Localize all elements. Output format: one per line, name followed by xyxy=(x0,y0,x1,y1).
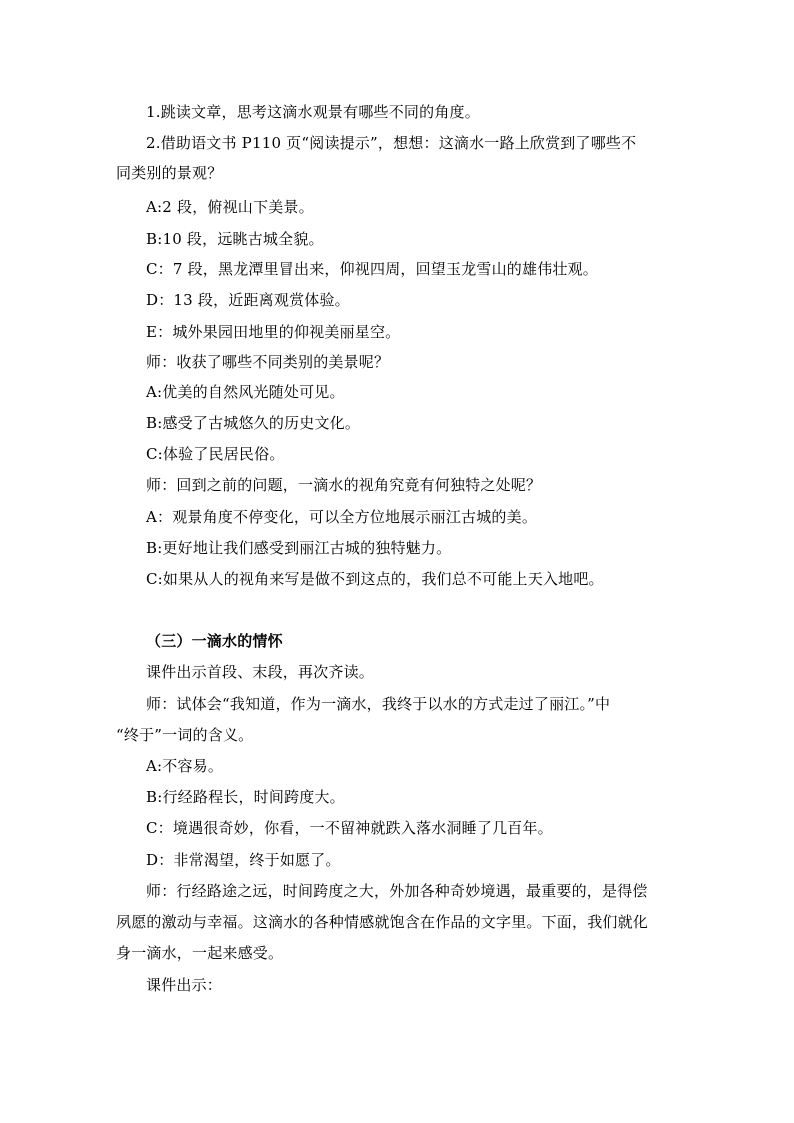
teacher-summary-line-3: 身一滴水，一起来感受。 xyxy=(116,944,284,962)
answer-angle-b: B:10 段，远眺古城全貌。 xyxy=(146,230,324,248)
answer-unique-c: C:如果从人的视角来写是做不到这点的，我们总不可能上天入地吧。 xyxy=(146,570,604,588)
teacher-summary-line-2: 夙愿的激动与幸福。这滴水的各种情感就饱含在作品的文字里。下面，我们就化 xyxy=(116,913,649,931)
answer-unique-a: A：观景角度不停变化，可以全方位地展示丽江古城的美。 xyxy=(146,508,538,526)
answer-angle-e: E：城外果园田地里的仰视美丽星空。 xyxy=(146,323,401,341)
section-heading: （三）一滴水的情怀 xyxy=(146,632,283,650)
teacher-question-line-2: “终于”一词的含义。 xyxy=(116,726,254,744)
courseware-show: 课件出示： xyxy=(146,976,223,994)
answer-category-c: C:体验了民居民俗。 xyxy=(146,445,285,463)
question-1: 1.跳读文章，思考这滴水观景有哪些不同的角度。 xyxy=(146,103,480,121)
question-2-line-2: 同类别的景观？ xyxy=(116,164,223,182)
answer-angle-a: A:2 段，俯视山下美景。 xyxy=(146,198,314,216)
teacher-question-2: 师：收获了哪些不同类别的美景呢？ xyxy=(146,353,390,371)
answer-angle-d: D：13 段，近距离观赏体验。 xyxy=(146,291,350,309)
question-2-line-1: 2.借助语文书 P110 页“阅读提示”，想想：这滴水一路上欣赏到了哪些不 xyxy=(146,134,637,152)
courseware-intro: 课件出示首段、末段，再次齐读。 xyxy=(146,663,375,681)
teacher-summary-line-1: 师：行经路途之远，时间跨度之大，外加各种奇妙境遇，最重要的，是得偿 xyxy=(146,882,648,900)
answer-unique-b: B:更好地让我们感受到丽江古城的独特魅力。 xyxy=(146,539,452,557)
answer-meaning-c: C：境遇很奇妙，你看，一不留神就跌入落水洞睡了几百年。 xyxy=(146,819,553,837)
answer-category-b: B:感受了古城悠久的历史文化。 xyxy=(146,414,361,432)
answer-angle-c: C：7 段，黑龙潭里冒出来，仰视四周，回望玉龙雪山的雄伟壮观。 xyxy=(146,260,598,278)
answer-meaning-a: A:不容易。 xyxy=(146,757,224,775)
teacher-question-line-1: 师：试体会“我知道，作为一滴水，我终于以水的方式走过了丽江。”中 xyxy=(146,695,611,713)
answer-category-a: A:优美的自然风光随处可见。 xyxy=(146,383,345,401)
teacher-question-3: 师：回到之前的问题，一滴水的视角究竟有何独特之处呢？ xyxy=(146,476,542,494)
answer-meaning-d: D：非常渴望，终于如愿了。 xyxy=(146,851,341,869)
answer-meaning-b: B:行经路程长，时间跨度大。 xyxy=(146,788,345,806)
